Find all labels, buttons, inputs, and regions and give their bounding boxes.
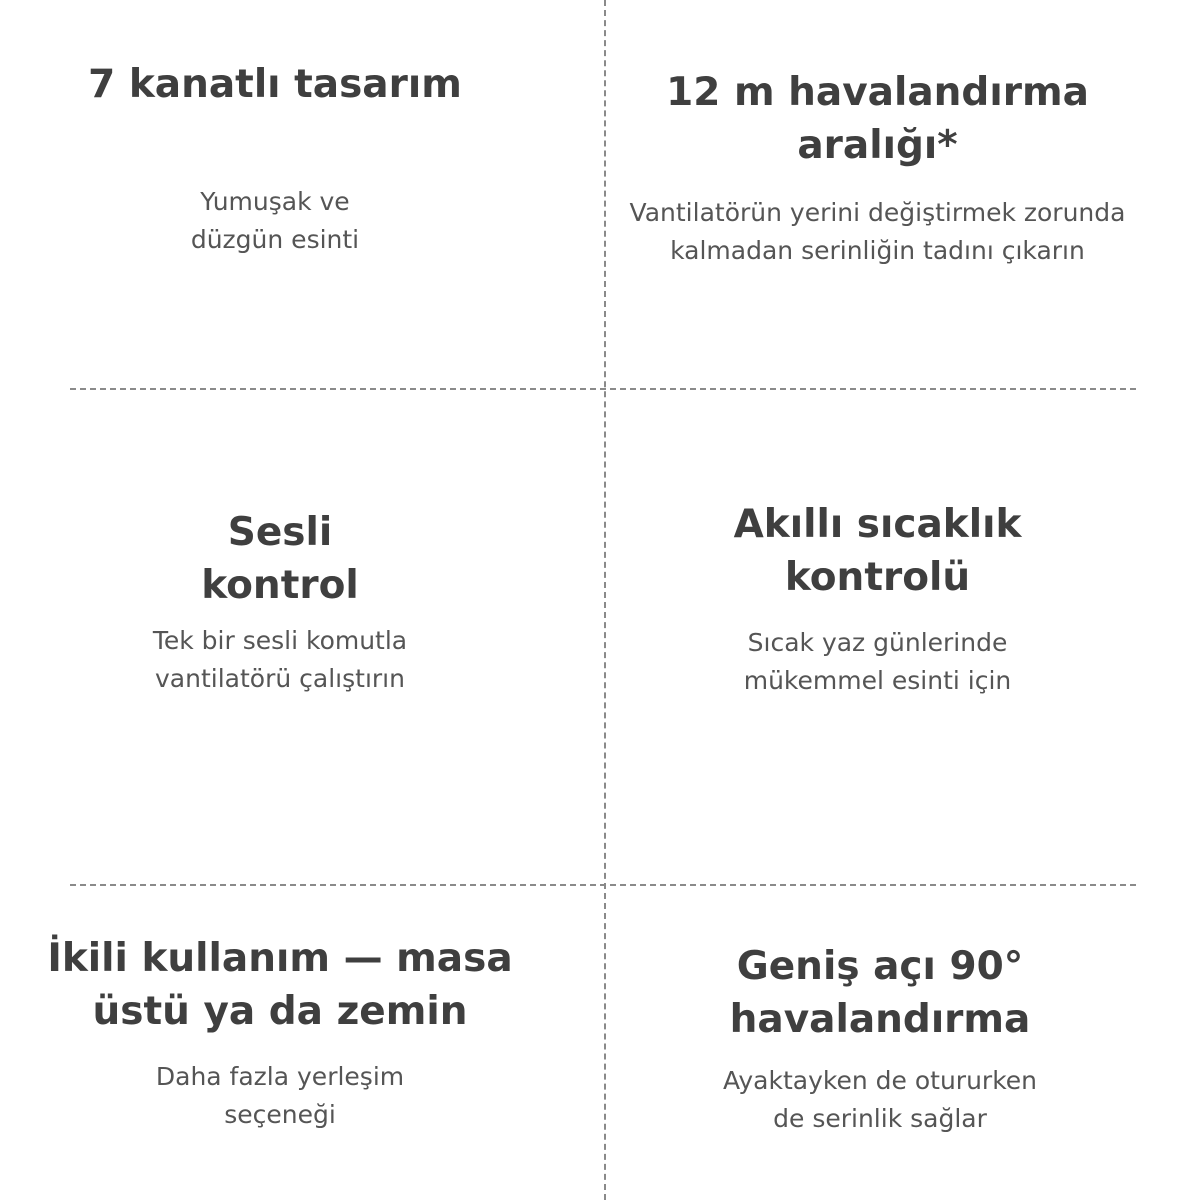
feature-blade-design: [40, 58, 510, 259]
feature-description: Yumuşak ve düzgün esinti: [190, 187, 360, 254]
horizontal-divider-bottom: [70, 884, 1136, 886]
feature-description: Vantilatörün yerini değiştirmek zorunda kalmadan serinliğin tadını çıkarın: [629, 198, 1126, 265]
feature-title: Sesli kontrol: [201, 510, 359, 608]
feature-title: Akıllı sıcaklık kontrolü: [733, 502, 1022, 600]
horizontal-divider-top: [70, 388, 1136, 390]
feature-title: İkili kullanım — masa üstü ya da zemin: [47, 936, 513, 1034]
feature-airflow-range: [600, 66, 1155, 270]
feature-wide-angle: [640, 940, 1120, 1138]
feature-dual-use: [25, 932, 535, 1134]
feature-title: 7 kanatlı tasarım: [88, 62, 462, 107]
feature-title: Geniş açı 90° havalandırma: [729, 944, 1031, 1042]
feature-description: Daha fazla yerleşim seçeneği: [155, 1062, 405, 1129]
feature-smart-temperature: [640, 498, 1115, 700]
feature-title: 12 m havalandırma aralığı*: [666, 70, 1089, 168]
feature-description: Tek bir sesli komutla vantilatörü çalıştırın: [152, 626, 408, 693]
feature-voice-control: [80, 506, 480, 698]
feature-description: Ayaktayken de otururken de serinlik sağlar: [722, 1066, 1038, 1133]
feature-description: Sıcak yaz günlerinde mükemmel esinti için: [743, 628, 1012, 695]
